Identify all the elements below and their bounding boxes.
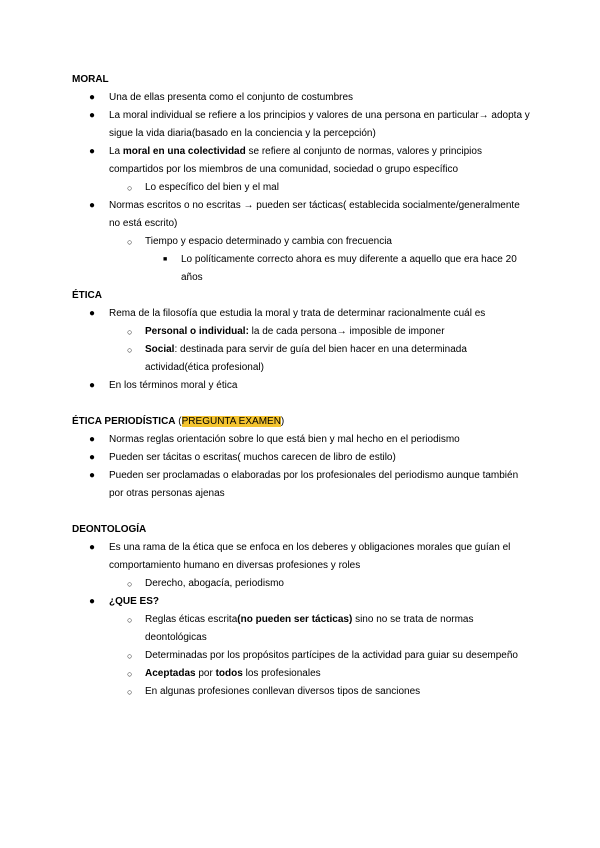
list-item-text: Pueden ser tácitas o escritas( muchos carecen de libro de estilo) — [109, 452, 396, 463]
list-item — [72, 467, 532, 503]
list-item — [72, 143, 532, 179]
list-item-text: Una de ellas presenta como el conjunto de costumbres — [109, 92, 354, 103]
circle-bullet-icon: ○ — [127, 651, 133, 661]
circle-bullet-icon: ○ — [127, 669, 133, 679]
heading-etica-periodistica — [72, 413, 532, 431]
list-item — [72, 575, 532, 593]
list-item — [72, 377, 532, 395]
list-item-text: En algunas profesiones conllevan diversos tipos de sanciones — [145, 686, 421, 697]
list-item — [72, 647, 532, 665]
list-item-text: se refiere al conjunto de normas, valores y principios compartidos por los miembros de una comunidad, sociedad o grupo específico — [109, 146, 482, 175]
list-item — [72, 89, 532, 107]
circle-bullet-icon: ○ — [127, 579, 133, 589]
list-item-text: Normas escritos o no escritas → pueden ser tácticas( establecida socialmente/generalmente no está escrito) — [109, 200, 520, 229]
list-item — [72, 107, 532, 143]
bold-text: (no pueden ser tácticas) — [237, 614, 353, 625]
bullet-icon: ● — [89, 596, 96, 607]
list-item-text: : destinada para servir de guía del bien hacer en una determinada actividad(ética profesional) — [145, 344, 467, 373]
heading-etica: ÉTICA — [72, 290, 102, 301]
circle-bullet-icon: ○ — [127, 687, 133, 697]
heading-deontologia: DEONTOLOGÍA — [72, 524, 147, 535]
list-item-text: En los términos moral y ética — [109, 380, 238, 391]
document-content — [72, 71, 532, 701]
circle-bullet-icon: ○ — [127, 237, 133, 247]
list-item — [72, 683, 532, 701]
bold-text: Personal o individual: — [145, 326, 249, 337]
circle-bullet-icon: ○ — [127, 615, 133, 625]
list-item — [72, 179, 532, 197]
bullet-icon: ● — [89, 542, 96, 553]
bullet-icon: ● — [89, 110, 96, 121]
list-item — [72, 341, 532, 377]
blank-line — [72, 395, 532, 413]
bold-text: todos — [215, 668, 243, 679]
list-item-text: por — [195, 668, 216, 679]
list-item-text: los profesionales — [242, 668, 321, 679]
list-item — [72, 251, 532, 287]
list-item — [72, 449, 532, 467]
list-item-text: Determinadas por los propósitos partícipes de la actividad para guiar su desempeño — [145, 650, 518, 661]
bullet-icon: ● — [89, 434, 96, 445]
bullet-icon: ● — [89, 92, 96, 103]
list-item — [72, 611, 532, 647]
circle-bullet-icon: ○ — [127, 345, 133, 355]
list-item — [72, 539, 532, 575]
square-bullet-icon: ■ — [163, 256, 168, 263]
bold-text: Aceptadas — [145, 668, 196, 679]
bold-text: Social — [145, 344, 175, 355]
list-item-text: Derecho, abogacía, periodismo — [145, 578, 284, 589]
list-item-text: La moral individual se refiere a los principios y valores de una persona en particular→ adopta y sigue la vida diaria(basado en la conciencia y la percepción) — [109, 110, 530, 139]
list-item — [72, 323, 532, 341]
bold-text: ¿QUE ES? — [109, 596, 160, 607]
list-item-text: Es una rama de la ética que se enfoca en los deberes y obligaciones morales que guían el comportamiento humano en diversas profesiones y roles — [109, 542, 511, 571]
bullet-icon: ● — [89, 146, 96, 157]
list-item-text: la de cada persona→ imposible de imponer — [248, 326, 445, 337]
heading-moral: MORAL — [72, 74, 109, 85]
list-item — [72, 593, 532, 611]
bullet-icon: ● — [89, 452, 96, 463]
list-item — [72, 431, 532, 449]
list-item-text: Rema de la filosofía que estudia la moral y trata de determinar racionalmente cuál es — [109, 308, 486, 319]
exam-highlight: PREGUNTA EXAMEN — [181, 416, 281, 427]
bullet-icon: ● — [89, 200, 96, 211]
bold-text: moral en una colectividad — [122, 146, 246, 157]
list-item-text: sino no se trata de normas deontológicas — [145, 614, 474, 643]
list-item — [72, 233, 532, 251]
circle-bullet-icon: ○ — [127, 327, 133, 337]
list-item-text: Tiempo y espacio determinado y cambia con frecuencia — [145, 236, 392, 247]
list-item-text: Lo políticamente correcto ahora es muy diferente a aquello que era hace 20 años — [181, 254, 517, 283]
bullet-icon: ● — [89, 470, 96, 481]
bullet-icon: ● — [89, 380, 96, 391]
list-item-text: La — [109, 146, 123, 157]
list-item — [72, 665, 532, 683]
bullet-icon: ● — [89, 308, 96, 319]
paren-open: ( — [175, 416, 182, 427]
circle-bullet-icon: ○ — [127, 183, 133, 193]
paren-close: ) — [280, 416, 285, 427]
list-item-text: Normas reglas orientación sobre lo que está bien y mal hecho en el periodismo — [109, 434, 460, 445]
list-item-text: Lo específico del bien y el mal — [145, 182, 279, 193]
blank-line — [72, 503, 532, 521]
heading-text: ÉTICA PERIODÍSTICA — [72, 416, 176, 427]
list-item — [72, 305, 532, 323]
list-item — [72, 197, 532, 233]
list-item-text: Reglas éticas escrita — [145, 614, 238, 625]
list-item-text: Pueden ser proclamadas o elaboradas por los profesionales del periodismo aunque también por otras personas ajenas — [109, 470, 519, 499]
